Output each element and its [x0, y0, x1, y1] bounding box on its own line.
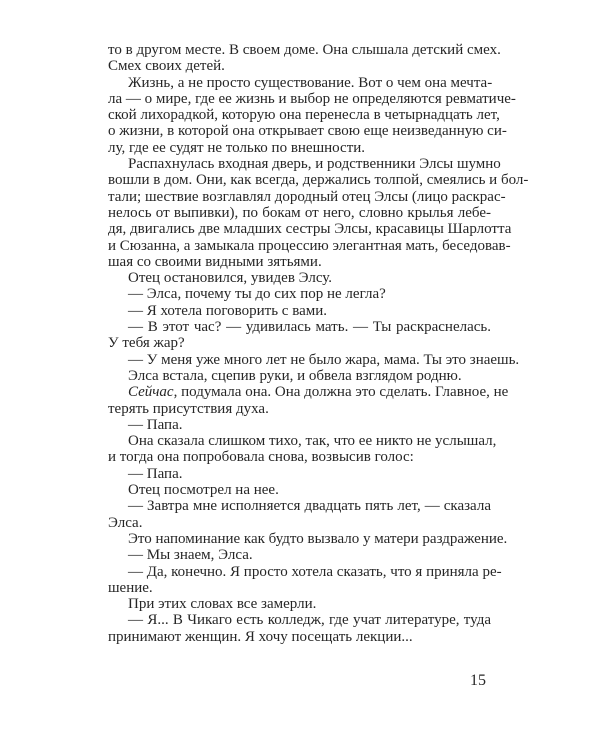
text-line: — Элса, почему ты до сих пор не легла? — [128, 286, 386, 303]
text-line: терять присутствия духа. — [108, 400, 269, 417]
text-line: ла — о мире, где ее жизнь и выбор не определяются ревматиче- — [108, 90, 516, 107]
text-line: шая со своими видными зятьями. — [108, 253, 322, 270]
text-line: — У меня уже много лет не было жара, мама. Ты это знаешь. — [128, 351, 520, 368]
text-line: — В этот час? — удивилась мать. — Ты раскраснелась. — [128, 319, 491, 336]
text-line: Отец посмотрел на нее. — [128, 482, 279, 499]
text-line: Жизнь, а не просто существование. Вот о чем она мечта- — [128, 74, 493, 91]
text-line: и Сюзанна, а замыкала процессию элегантная мать, беседовав- — [108, 237, 511, 254]
text-line: и тогда она попробовала снова, возвысив голос: — [108, 449, 414, 466]
italic-word: Сейчас — [128, 384, 174, 401]
text-line: Элса. — [108, 514, 143, 531]
text-fragment: , подумала она. Она должна это сделать. Главное, не — [173, 384, 509, 401]
text-line: — Да, конечно. Я просто хотела сказать, что я приняла ре- — [128, 563, 502, 580]
text-line: дя, двигались две младших сестры Элсы, красавицы Шарлотта — [108, 221, 512, 238]
text-line: Смех своих детей. — [108, 58, 225, 75]
text-line: — Мы знаем, Элса. — [128, 547, 253, 564]
text-line: — Завтра мне исполняется двадцать пять лет, — сказала — [128, 498, 491, 515]
text-line: Она сказала слишком тихо, так, что ее никто не услышал, — [128, 433, 497, 450]
text-line: Отец остановился, увидев Элсу. — [128, 270, 333, 287]
text-line — [108, 384, 509, 401]
page-number: 15 — [470, 672, 486, 689]
text-line: Элса встала, сцепив руки, и обвела взглядом родню. — [128, 367, 462, 384]
text-line: то в другом месте. В своем доме. Она слышала детский смех. — [108, 42, 501, 58]
text-line: о жизни, в которой она открывает свою еще неизведанную си- — [108, 123, 507, 140]
text-line: При этих словах все замерли. — [128, 596, 317, 613]
text-line: лу, где ее судят не только по внешности. — [108, 139, 366, 156]
text-line: — Папа. — [128, 416, 183, 433]
text-line: Это напоминание как будто вызвало у матери раздражение. — [128, 530, 508, 547]
text-line: принимают женщин. Я хочу посещать лекции... — [108, 628, 413, 645]
text-line: — Я хотела поговорить с вами. — [128, 302, 328, 319]
text-line: ской лихорадкой, которую она перенесла в четырнадцать лет, — [108, 107, 500, 124]
book-page-text — [108, 42, 529, 645]
text-line: Распахнулась входная дверь, и родственники Элсы шумно — [128, 156, 501, 173]
text-line: — Папа. — [128, 465, 183, 482]
text-line: нелось от выпивки), по бокам от него, словно крылья лебе- — [108, 204, 491, 221]
text-line: тали; шествие возглавлял дородный отец Элсы (лицо раскрас- — [108, 188, 506, 205]
text-line: вошли в дом. Они, как всегда, держались толпой, смеялись и бол- — [108, 172, 529, 189]
text-line: — Я... В Чикаго есть колледж, где учат литературе, туда — [128, 612, 491, 629]
text-line: У тебя жар? — [108, 335, 185, 352]
text-line: шение. — [108, 579, 153, 596]
